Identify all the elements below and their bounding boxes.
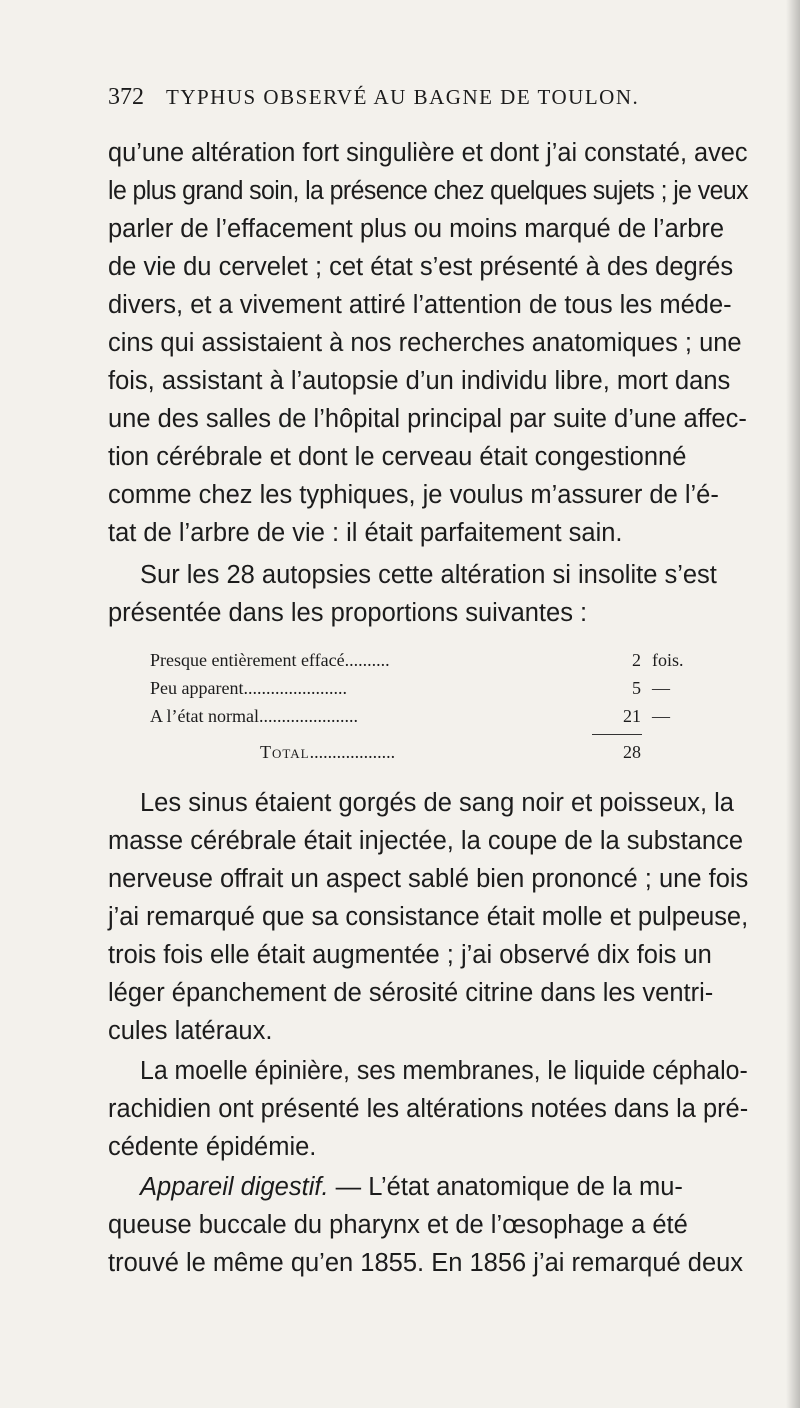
text-line: qu’une altération fort singulière et dont j’ai constaté, avec [108,139,748,167]
page-edge-shadow [786,0,800,1408]
page-number: 372 [108,84,144,110]
text-line: fois, assistant à l’autopsie d’un individu libre, mort dans [108,367,731,395]
text-line: parler de l’effacement plus ou moins marqué de l’arbre [108,215,725,243]
row-value: 5 [632,678,641,698]
row-leader: .......... [344,650,390,670]
text-line: le plus grand soin, la présence chez quelques sujets ; je veux [108,177,748,205]
sum-rule [592,734,642,735]
row-value: 2 [632,650,641,670]
text-line: La moelle épinière, ses membranes, le liquide céphalo- [140,1057,748,1085]
row-unit: — [652,706,670,726]
row-value: 21 [623,706,641,726]
text-line: comme chez les typhiques, je voulus m’assurer de l’é- [108,481,719,509]
row-label: Presque entièrement effacé [150,650,345,670]
running-header [108,84,748,111]
row-leader: ...................... [258,706,358,726]
row-label: A l’état normal [150,706,259,726]
text-line: une des salles de l’hôpital principal par suite d’une affec- [108,405,747,433]
text-line: présentée dans les proportions suivantes : [108,599,588,627]
text-line: j’ai remarqué que sa consistance était molle et pulpeuse, [108,903,749,931]
text-line: tat de l’arbre de vie : il était parfaitement sain. [108,519,623,547]
text-line: cédente épidémie. [108,1133,317,1161]
text-line [140,1172,683,1202]
text-line: léger épanchement de sérosité citrine dans les ventri- [108,979,714,1007]
text-line: nerveuse offrait un aspect sablé bien prononcé ; une fois [108,865,749,893]
running-title: TYPHUS OBSERVÉ AU BAGNE DE TOULON. [166,85,640,109]
row-label: Peu apparent [150,678,244,698]
total-value: 28 [623,742,641,762]
text-line: queuse buccale du pharynx et de l’œsophage a été [108,1211,688,1239]
text-line: cins qui assistaient à nos recherches anatomiques ; une [108,329,742,357]
text-line: masse cérébrale était injectée, la coupe de la substance [108,827,744,855]
row-unit: fois. [652,650,684,670]
section-heading: Appareil digestif. [140,1173,329,1201]
text-line: rachidien ont présenté les altérations notées dans la pré- [108,1095,749,1123]
row-unit: — [652,678,670,698]
text-line: tion cérébrale et dont le cerveau était congestionné [108,443,687,471]
text-line: cules latéraux. [108,1017,273,1045]
total-label: Total [260,742,310,762]
text-span: — L’état anatomique de la mu- [335,1173,683,1201]
text-line: divers, et a vivement attiré l’attention de tous les méde- [108,291,732,319]
text-line: trois fois elle était augmentée ; j’ai observé dix fois un [108,941,712,969]
text-line: trouvé le même qu’en 1855. En 1856 j’ai remarqué deux [108,1249,744,1277]
row-leader: ....................... [243,678,347,698]
text-line: Sur les 28 autopsies cette altération si insolite s’est [140,561,717,589]
total-leader: ................... [309,742,396,762]
text-line: Les sinus étaient gorgés de sang noir et poisseux, la [140,789,734,817]
text-line: de vie du cervelet ; cet état s’est présenté à des degrés [108,253,734,281]
